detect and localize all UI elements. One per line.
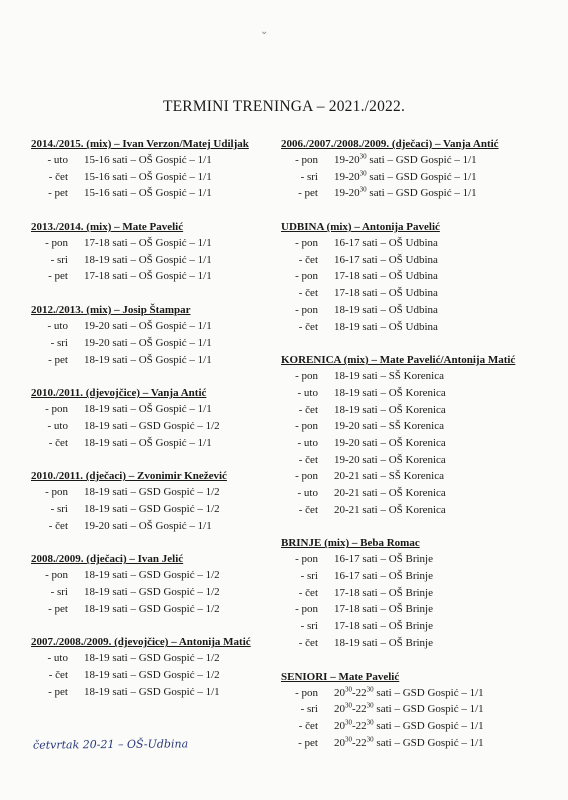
day-label: - sri [300, 170, 318, 183]
schedule-row [31, 318, 281, 335]
group-title: 2013./2014. (mix) – Mate Pavelić [31, 221, 184, 234]
schedule-row [281, 319, 551, 336]
time-start: 19-20 sati – OŠ Korenica [334, 436, 446, 449]
schedule-row [31, 435, 281, 452]
time-start: 16-17 sati – OŠ Brinje [334, 553, 433, 566]
schedule-group [281, 353, 551, 518]
day-label: - pet [48, 685, 68, 698]
day-label: - sri [300, 620, 318, 633]
schedule-row [281, 268, 551, 285]
schedule-row [31, 252, 281, 269]
day-label: - pon [295, 270, 318, 283]
session-location: sati – GSD Gospić – 1/1 [373, 719, 484, 732]
session-detail [334, 735, 484, 752]
session-detail [334, 701, 484, 718]
schedule-group [31, 552, 281, 617]
session-location: sati – GSD Gospić – 1/1 [366, 187, 477, 200]
session-detail [334, 551, 433, 568]
time-start: 20-21 sati – OŠ Korenica [334, 503, 446, 516]
schedule-row [31, 667, 281, 684]
group-title: KORENICA (mix) – Mate Pavelić/Antonija Matić [281, 354, 516, 367]
day-label: - pon [295, 603, 318, 616]
schedule-row [31, 185, 281, 202]
session-detail: 19-20 sati – OŠ Gospić – 1/1 [84, 519, 212, 532]
time-start: 17-18 sati – OŠ Udbina [334, 287, 438, 300]
session-detail [334, 368, 444, 385]
session-location: sati – GSD Gospić – 1/1 [366, 170, 477, 183]
schedule-row [281, 368, 551, 385]
day-label: - čet [298, 403, 318, 416]
schedule-row [281, 635, 551, 652]
schedule-row [281, 152, 551, 169]
day-label: - uto [47, 419, 68, 432]
session-detail [334, 185, 477, 202]
session-detail [334, 618, 433, 635]
day-label: - pet [298, 736, 318, 749]
time-start: 20-21 sati – SŠ Korenica [334, 470, 444, 483]
session-detail: 18-19 sati – OŠ Gospić – 1/1 [84, 353, 212, 366]
time-start: 20 [334, 719, 345, 732]
session-detail [334, 169, 477, 186]
day-label: - pon [295, 553, 318, 566]
time-start: 19-20 [334, 187, 360, 200]
schedule-row [31, 518, 281, 535]
session-detail: 18-19 sati – GSD Gospić – 1/2 [84, 419, 220, 432]
time-start: 18-19 sati – OŠ Udbina [334, 320, 438, 333]
schedule-row [31, 152, 281, 169]
schedule-group [31, 469, 281, 534]
schedule-group [31, 303, 281, 368]
time-start: 18-19 sati – OŠ Korenica [334, 403, 446, 416]
schedule-group [31, 220, 281, 285]
schedule-row [281, 418, 551, 435]
session-location: sati – GSD Gospić – 1/1 [373, 686, 484, 699]
group-title: 2012./2013. (mix) – Josip Štampar [31, 304, 191, 317]
time-start: 18-19 sati – SŠ Korenica [334, 370, 444, 383]
schedule-row [281, 618, 551, 635]
day-label: - čet [298, 719, 318, 732]
day-label: - čet [48, 436, 68, 449]
day-label: - čet [48, 519, 68, 532]
schedule-row [31, 235, 281, 252]
session-detail [334, 485, 446, 502]
session-detail: 18-19 sati – OŠ Gospić – 1/1 [84, 253, 212, 266]
schedule-group [281, 137, 551, 202]
group-title: 2008./2009. (dječaci) – Ivan Jelić [31, 553, 184, 566]
session-detail [334, 385, 446, 402]
schedule-row [281, 402, 551, 419]
day-label: - sri [300, 570, 318, 583]
schedule-row [281, 435, 551, 452]
time-start-minutes: 30 [345, 718, 352, 727]
session-detail: 19-20 sati – OŠ Gospić – 1/1 [84, 320, 212, 333]
schedule-row [281, 468, 551, 485]
time-end-minutes: 30 [366, 718, 374, 727]
day-label: - čet [48, 170, 68, 183]
session-detail: 19-20 sati – OŠ Gospić – 1/1 [84, 336, 212, 349]
schedule-row [281, 302, 551, 319]
schedule-group [281, 536, 551, 651]
session-detail: 18-19 sati – GSD Gospić – 1/1 [84, 685, 220, 698]
session-detail [334, 402, 446, 419]
schedule-row [281, 735, 551, 752]
time-start-minutes: 30 [359, 169, 367, 178]
time-start: 16-17 sati – OŠ Udbina [334, 237, 438, 250]
session-location: sati – GSD Gospić – 1/1 [373, 736, 484, 749]
day-label: - čet [298, 586, 318, 599]
day-label: - čet [298, 636, 318, 649]
session-detail [334, 585, 433, 602]
time-start-minutes: 30 [345, 701, 352, 710]
schedule-row [281, 169, 551, 186]
session-detail [334, 568, 433, 585]
session-detail [334, 418, 444, 435]
day-label: - uto [47, 320, 68, 333]
session-location: sati – GSD Gospić – 1/1 [373, 703, 484, 716]
schedule-row [281, 285, 551, 302]
time-start-minutes: 30 [359, 152, 367, 161]
day-label: - pon [45, 403, 68, 416]
time-start: 20 [334, 736, 345, 749]
session-detail [334, 685, 484, 702]
session-detail: 17-18 sati – OŠ Gospić – 1/1 [84, 237, 212, 250]
session-detail: 17-18 sati – OŠ Gospić – 1/1 [84, 270, 212, 283]
day-label: - uto [47, 154, 68, 166]
day-label: - pon [45, 237, 68, 250]
schedule-row [281, 701, 551, 718]
day-label: - uto [297, 386, 318, 399]
session-detail: 18-19 sati – OŠ Gospić – 1/1 [84, 403, 212, 416]
session-detail [334, 635, 433, 652]
time-start: 19-20 sati – OŠ Korenica [334, 453, 446, 466]
schedule-row [31, 418, 281, 435]
day-label: - uto [47, 652, 68, 665]
schedule-row [31, 268, 281, 285]
time-start: 20 [334, 686, 345, 699]
time-start-minutes: 30 [345, 734, 352, 743]
session-detail: 18-19 sati – GSD Gospić – 1/2 [84, 602, 220, 615]
schedule-row [281, 452, 551, 469]
day-label: - pon [45, 486, 68, 499]
session-detail: 18-19 sati – GSD Gospić – 1/2 [84, 652, 220, 665]
group-title: UDBINA (mix) – Antonija Pavelić [281, 221, 440, 234]
session-detail [334, 502, 446, 519]
session-detail: 18-19 sati – OŠ Gospić – 1/1 [84, 436, 212, 449]
time-start: 19-20 sati – SŠ Korenica [334, 420, 444, 433]
schedule-group [31, 635, 281, 700]
session-detail [334, 718, 484, 735]
group-title: SENIORI – Mate Pavelić [281, 670, 400, 683]
day-label: - sri [50, 586, 68, 598]
day-label: - čet [298, 453, 318, 466]
time-end-minutes: 30 [366, 734, 374, 743]
time-start: 17-18 sati – OŠ Brinje [334, 620, 433, 633]
schedule-row [281, 235, 551, 252]
group-title: 2006./2007./2008./2009. (dječaci) – Vanja Antić [281, 138, 499, 150]
session-detail [334, 452, 446, 469]
session-detail [334, 468, 444, 485]
session-detail [334, 268, 438, 285]
time-start: 18-19 sati – OŠ Korenica [334, 386, 446, 399]
time-end: -22 [352, 686, 367, 699]
day-label: - sri [50, 502, 68, 515]
time-start-minutes: 30 [359, 185, 367, 194]
session-detail [334, 252, 438, 269]
time-start: 17-18 sati – OŠ Brinje [334, 603, 433, 616]
day-label: - pon [45, 569, 68, 582]
schedule-row [281, 485, 551, 502]
schedule-row [31, 501, 281, 518]
day-label: - čet [48, 669, 68, 682]
time-end: -22 [352, 719, 367, 732]
schedule-group [31, 386, 281, 451]
schedule-row [281, 718, 551, 735]
day-label: - sri [300, 703, 318, 716]
schedule-row [31, 584, 281, 601]
time-start: 17-18 sati – OŠ Udbina [334, 270, 438, 283]
time-end-minutes: 30 [366, 684, 374, 693]
day-label: - čet [298, 320, 318, 333]
time-start: 19-20 [334, 154, 360, 166]
session-detail: 18-19 sati – GSD Gospić – 1/2 [84, 486, 220, 499]
time-start: 17-18 sati – OŠ Brinje [334, 586, 433, 599]
session-detail [334, 152, 477, 169]
time-start: 18-19 sati – OŠ Udbina [334, 303, 438, 316]
session-detail: 15-16 sati – OŠ Gospić – 1/1 [84, 187, 212, 200]
group-title: 2014./2015. (mix) – Ivan Verzon/Matej Udiljak [31, 138, 249, 150]
day-label: - uto [297, 436, 318, 449]
day-label: - pet [298, 187, 318, 200]
schedule-row [31, 601, 281, 618]
schedule-row [31, 650, 281, 667]
schedule-row [31, 335, 281, 352]
day-label: - uto [297, 487, 318, 499]
session-detail: 18-19 sati – GSD Gospić – 1/2 [84, 586, 220, 598]
day-label: - pon [295, 303, 318, 316]
day-label: - pon [295, 470, 318, 483]
session-detail [334, 302, 438, 319]
time-start: 19-20 [334, 170, 360, 183]
schedule-row [281, 551, 551, 568]
schedule-row [281, 568, 551, 585]
schedule-row [31, 567, 281, 584]
day-label: - pon [295, 420, 318, 433]
schedule-group [281, 670, 551, 752]
schedule-row [281, 252, 551, 269]
day-label: - sri [50, 336, 68, 349]
session-detail: 18-19 sati – GSD Gospić – 1/2 [84, 569, 220, 582]
time-start: 16-17 sati – OŠ Brinje [334, 570, 433, 583]
day-label: - pon [295, 686, 318, 699]
group-title: 2010./2011. (dječaci) – Zvonimir Knežević [31, 470, 227, 483]
time-start: 18-19 sati – OŠ Brinje [334, 636, 433, 649]
time-end-minutes: 30 [366, 701, 374, 710]
session-detail [334, 601, 433, 618]
schedule-row [281, 685, 551, 702]
session-detail [334, 435, 446, 452]
session-location: sati – GSD Gospić – 1/1 [366, 154, 477, 166]
day-label: - pet [48, 187, 68, 200]
day-label: - sri [50, 253, 68, 266]
schedule-row [281, 502, 551, 519]
schedule-group [31, 137, 281, 202]
schedule-row [31, 684, 281, 701]
group-title: 2010./2011. (djevojčice) – Vanja Antić [31, 387, 207, 400]
schedule-row [281, 385, 551, 402]
time-start: 20-21 sati – OŠ Korenica [334, 487, 446, 499]
time-start: 20 [334, 703, 345, 716]
session-detail [334, 235, 438, 252]
session-detail: 15-16 sati – OŠ Gospić – 1/1 [84, 154, 212, 166]
day-label: - čet [298, 287, 318, 300]
day-label: - pon [295, 154, 318, 166]
day-label: - čet [298, 503, 318, 516]
day-label: - pet [48, 353, 68, 366]
group-title: BRINJE (mix) – Beba Romac [281, 537, 420, 550]
right-column [281, 137, 551, 769]
day-label: - pon [295, 370, 318, 383]
left-column [31, 137, 281, 718]
schedule-row [31, 352, 281, 369]
session-detail: 18-19 sati – GSD Gospić – 1/2 [84, 669, 220, 682]
group-title: 2007./2008./2009. (djevojčice) – Antonija Matić [31, 636, 251, 649]
session-detail: 15-16 sati – OŠ Gospić – 1/1 [84, 170, 212, 183]
handwritten-note: četvrtak 20-21 – OŠ-Udbina [32, 737, 189, 752]
schedule-row [31, 169, 281, 186]
day-label: - pet [48, 270, 68, 283]
schedule-row [281, 585, 551, 602]
session-detail [334, 285, 438, 302]
day-label: - pon [295, 237, 318, 250]
schedule-row [31, 484, 281, 501]
session-detail [334, 319, 438, 336]
time-end: -22 [352, 736, 367, 749]
time-start-minutes: 30 [345, 684, 352, 693]
day-label: - čet [298, 253, 318, 266]
time-start: 16-17 sati – OŠ Udbina [334, 253, 438, 266]
schedule-row [281, 185, 551, 202]
schedule-group [281, 220, 551, 335]
schedule-row [281, 601, 551, 618]
session-detail: 18-19 sati – GSD Gospić – 1/2 [84, 502, 220, 515]
corner-mark: ⌄ [260, 26, 269, 37]
page-title: TERMINI TRENINGA – 2021./2022. [162, 98, 406, 115]
schedule-row [31, 401, 281, 418]
day-label: - pet [48, 602, 68, 615]
time-end: -22 [352, 703, 367, 716]
